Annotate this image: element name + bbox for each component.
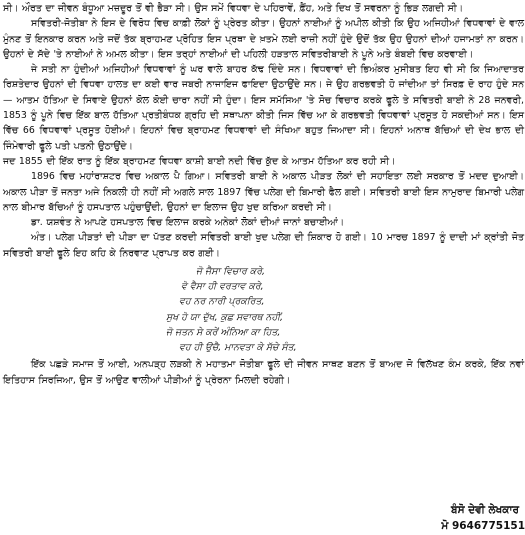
- author-name: ਬੰਸੋ ਦੇਵੀ ਲੇਖਕਾਰ: [451, 504, 519, 516]
- paragraph-dr-yashwant: ਡਾ. ਯਸ਼ਵੰਤ ਨੇ ਆਪਣੇ ਹਸਪਤਾਲ ਵਿਚ ਇਲਾਜ ਕਰਕੇ ਅਨੇਕਾਂ ਲੋਕਾਂ ਦੀਆਂ ਜਾਨਾਂ ਬਚਾਈਆਂ।: [31, 217, 345, 229]
- poem-line: ਜੋ ਜਤਨ ਸੇ ਕਰੇਂ ਅੰਨਿਆ ਕਾ ਹਿਤ,: [166, 326, 281, 338]
- author-phone: ਮੋ 9646775151: [441, 520, 525, 532]
- poem-line: ਵੋ ਵੈਸਾ ਹੀ ਵਰਤਾਵ ਕਰੇ,: [181, 281, 264, 293]
- paragraph-widows-home: ਜੇ ਸਤੀ ਨਾ ਹੁੰਦੀਆਂ ਅਜਿਹੀਆਂ ਵਿਧਵਾਵਾਂ ਨੂੰ ਘਰ ਵਾਲੇ ਬਾਹਰ ਕੱਢ ਦਿੰਦੇ ਸਨ। ਵਿਧਵਾਵਾਂ ਦੀ ਭਿਅੰਕਰ ਮੁਸੀਬਤ ਇਹ ਵੀ ਸੀ ਕਿ ਜਿਆਦਾਤਰ ਰਿਸ਼ਤੇਦਾਰ ਉਹਨਾਂ ਦੀ ਵਿਧਵਾ ਹਾਲਤ ਦਾ ਕਈ ਵਾਰ ਜਬਰੀ ਨਾਜਾਇਜ ਫਾਇਦਾ ਉਠਾਉਂਦੇ ਸਨ। ਜੇ ਉਹ ਗਰਭਵਤੀ ਹੋ ਜਾਂਦੀਆ ਤਾਂ ਸਿਰਫ਼ ਦੋ ਰਾਹ ਹੁੰਦੇ ਸਨ — ਆਤਮ ਹੱਤਿਆ ਦੇ ਸਿਵਾਏ ਉਹਨਾਂ ਕੋਲ ਕੋਈ ਚਾਰਾ ਨਹੀਂ ਸੀ ਹੁੰਦਾ। ਇਸ ਸਮੱਸਿਆ 'ਤੇ ਸੋਚ ਵਿਚਾਰ ਕਰਕੇ ਫੂਲੇ ਤੇ ਸਵਿਤਰੀ ਬਾਈ ਨੇ 28 ਜਨਵਰੀ, 1853 ਨੂੰ ਪੂਨੇ ਵਿਚ ਇੱਕ ਬਾਲ ਹੱਤਿਆ ਪ੍ਰਤੀਬੰਧਕ ਗ੍ਰਹਿ ਦੀ ਸਥਾਪਨਾ ਕੀਤੀ ਜਿਸ ਵਿੱਚ ਆ ਕੇ ਗਰਭਵਤੀ ਵਿਧਵਾਵਾਂ ਪ੍ਰਸੂਤ ਹੋ ਸਕਦੀਆਂ ਸਨ। ਇਸ ਵਿੱਚ 66 ਵਿਧਵਾਵਾਂ ਪ੍ਰਸੂਤ ਹੋਈਆਂ। ਇਹਨਾਂ ਵਿਚ ਬ੍ਰਾਹਮਣ ਵਿਧਵਾਵਾਂ ਦੀ ਸੰਖਿਆ ਬਹੁਤ ਜਿਆਦਾ ਸੀ। ਇਹਨਾਂ ਅਨਾਥ ਬੱਚਿਆਂ ਦੀ ਦੇਖ ਭਾਲ ਦੀ ਜਿੰਮੇਵਾਰੀ ਫੂਲੇ ਪਤੀ ਪਤਨੀ ਉਠਾਉਂਦੇ।: [3, 64, 524, 152]
- paragraph-death: ਅੰਤ। ਪਲੇਗ ਪੀੜਤਾਂ ਦੀ ਪੀੜਾ ਦਾ ਪੱਤਣ ਕਰਦੀ ਸਵਿਤਰੀ ਬਾਈ ਖੁਦ ਪਲੇਗ ਦੀ ਸ਼ਿਕਾਰ ਹੋ ਗਈ। 10 ਮਾਰਚ 1897 ਨੂੰ ਦਾਦੀ ਮਾਂ ਕ੍ਰਾਂਤੀ ਜੋਤ ਸਵਿਤਰੀ ਬਾਈ ਫੂਲੇ ਇਹ ਕਹਿ ਕੇ ਨਿਰਵਾਣ ਪ੍ਰਾਪਤ ਕਰ ਗਈ।: [3, 232, 524, 259]
- poem-line: ਸੁਖ ਹੋ ਯਾ ਦੁੱਖ, ਕੁਛ ਸਵਾਰਥ ਨਹੀਂ,: [166, 311, 284, 323]
- paragraph-closing: ਇੱਕ ਪਛੜੇ ਸਮਾਜ ਤੋਂ ਆਈ, ਅਨਪੜ੍ਹ ਲੜਕੀ ਨੇ ਮਹਾਤਮਾ ਜੋਤੀਬਾ ਫੂਲੇ ਦੀ ਜੀਵਨ ਸਾਥਣ ਬਣਨ ਤੋਂ ਬਾਅਦ ਜੋ ਵਿਲੱਖਣ ਕੰਮ ਕਰਕੇ, ਇੱਕ ਨਵਾਂ ਇਤਿਹਾਸ ਸਿਰਜਿਆ, ਉਸ ਤੋਂ ਆਉਣ ਵਾਲੀਆਂ ਪੀੜੀਆਂ ਨੂੰ ਪ੍ਰੇਰਨਾ ਮਿਲਦੀ ਰਹੇਗੀ।: [3, 359, 524, 386]
- poem-line: ਵਹ ਹੀ ਉਚੈ, ਮਾਨਵਤਾ ਕੇ ਸੱਚੇ ਸੰਤ,: [179, 342, 297, 354]
- paragraph-barbers-strike: ਸਵਿਤਰੀ-ਜੋਤੀਬਾ ਨੇ ਇਸ ਦੇ ਵਿਰੋਧ ਵਿਚ ਕਾਫ਼ੀ ਲੋਕਾਂ ਨੂੰ ਪ੍ਰੇਰਤ ਕੀਤਾ। ਉਹਨਾਂ ਨਾਈਆਂ ਨੂੰ ਅਪੀਲ ਕੀਤੀ ਕਿ ਉਹ ਅਜਿਹੀਆਂ ਵਿਧਵਾਵਾਂ ਦੇ ਵਾਲ ਮੁੰਨਣ ਤੋਂ ਇਨਕਾਰ ਕਰਨ ਅਤੇ ਜਦੋਂ ਤੱਕ ਬ੍ਰਾਹਮਣ ਪ੍ਰੋਹਿਤ ਇਸ ਪ੍ਰਥਾ ਦੇ ਖ਼ਤਮੇ ਲਈ ਰਾਜ਼ੀ ਨਹੀਂ ਹੁੰਦੇ ਉਦੋਂ ਤੱਕ ਉਹ ਉਹਨਾਂ ਦੀਆਂ ਹਜਾਮਤਾਂ ਨਾ ਕਰਨ। ਉਹਨਾਂ ਦੇ ਸੱਦੇ 'ਤੇ ਨਾਈਆਂ ਨੇ ਅਮਲ ਕੀਤਾ। ਇਸ ਤਰ੍ਹਾਂ ਨਾਈਆਂ ਦੀ ਪਹਿਲੀ ਹੜਤਾਲ ਸਵਿਤਰੀਬਾਈ ਨੇ ਪੂਨੇ ਅਤੇ ਬੰਬਈ ਵਿਚ ਕਰਵਾਈ।: [3, 18, 524, 60]
- paragraph-intro: ਸੀ। ਔਰਤ ਦਾ ਜੀਵਨ ਬੰਧੂਆ ਮਜ਼ਦੂਰ ਤੋਂ ਵੀ ਭੈੜਾ ਸੀ। ਉਸ ਸਮੇਂ ਵਿਧਵਾ ਦੇ ਪਹਿਰਾਵੇਂ, ਫ਼ੈਂਹ, ਅਤੇ ਦਿਖ ਤੋਂ ਸਵਰਨਾ ਨੂੰ ਭਿੜ ਲਗਦੀ ਸੀ।: [3, 3, 464, 14]
- paragraph-kashibai: ਜਦ 1855 ਦੀ ਇੱਕ ਰਾਤ ਨੂੰ ਇੱਕ ਬ੍ਰਾਹਮਣ ਵਿਧਵਾ ਕਾਸ਼ੀ ਬਾਈ ਨਦੀ ਵਿੱਚ ਕੁੱਦ ਕੇ ਆਤਮ ਹੱਤਿਆ ਕਰ ਰਹੀ ਸੀ।: [3, 155, 396, 167]
- poem-line: ਵਹ ਨਰ ਨਾਰੀ ਪ੍ਰਕਰਿਤ,: [179, 296, 265, 308]
- paragraph-famine-plague: 1896 ਵਿਚ ਮਹਾਂਰਾਸ਼ਟਰ ਵਿਚ ਅਕਾਲ ਪੈ ਗਿਆ। ਸਵਿਤਰੀ ਬਾਈ ਨੇ ਅਕਾਲ ਪੀੜਤ ਲੋਕਾਂ ਦੀ ਸਹਾਇਤਾ ਲਈ ਸਰਕਾਰ ਤੋਂ ਮਦਦ ਦੁਆਈ। ਅਕਾਲ ਪੀੜਾ ਤੋਂ ਜਨਤਾ ਅਜੇ ਨਿਕਲੀ ਹੀ ਨਹੀਂ ਸੀ ਅਗਲੇ ਸਾਲ 1897 ਵਿੱਚ ਪਲੇਗ ਦੀ ਬਿਮਾਰੀ ਫੈਲ ਗਈ। ਸਵਿਤਰੀ ਬਾਈ ਇਸ ਨਾਮੁਰਾਦ ਬਿਮਾਰੀ ਪਲੇਗ ਨਾਲ ਬੀਮਾਰ ਬੱਚਿਆਂ ਨੂੰ ਹਸਪਤਾਲ ਪਹੁੰਚਾਉਂਦੀ, ਉਹਨਾਂ ਦਾ ਇਲਾਜ ਉਹ ਖੁਦ ਕਰਿਆ ਕਰਦੀ ਸੀ।: [3, 171, 524, 213]
- poem: [3, 264, 524, 355]
- poem-line: ਜੋ ਜੈਸਾ ਵਿਚਾਰ ਕਰੇ,: [196, 266, 265, 278]
- article: [3, 1, 524, 388]
